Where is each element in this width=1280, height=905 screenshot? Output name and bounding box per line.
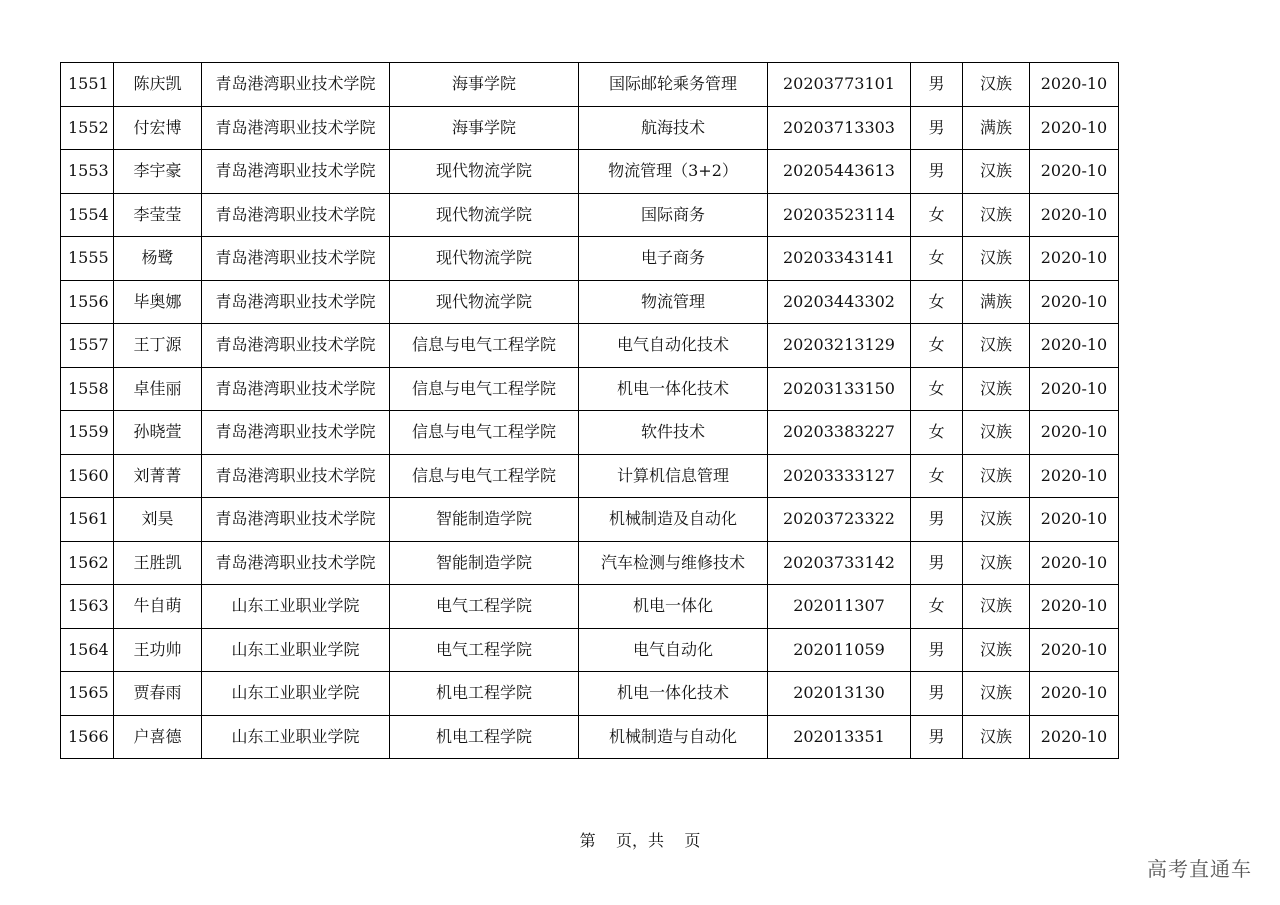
table-row [61, 150, 1119, 194]
cell-date: 2020-10 [1030, 193, 1119, 237]
cell-ethnicity: 汉族 [963, 672, 1030, 716]
cell-major: 汽车检测与维修技术 [579, 541, 768, 585]
cell-school: 山东工业职业学院 [202, 628, 390, 672]
cell-seq: 1555 [61, 237, 114, 281]
cell-date: 2020-10 [1030, 411, 1119, 455]
table-row [61, 411, 1119, 455]
cell-department: 现代物流学院 [390, 150, 579, 194]
cell-gender: 女 [911, 454, 963, 498]
cell-seq: 1564 [61, 628, 114, 672]
cell-student-id: 20203343141 [768, 237, 911, 281]
cell-major: 国际邮轮乘务管理 [579, 63, 768, 107]
cell-seq: 1563 [61, 585, 114, 629]
cell-school: 青岛港湾职业技术学院 [202, 193, 390, 237]
cell-gender: 男 [911, 628, 963, 672]
cell-name: 户喜德 [114, 715, 202, 759]
table-row [61, 324, 1119, 368]
cell-gender: 男 [911, 150, 963, 194]
cell-gender: 男 [911, 672, 963, 716]
table-row [61, 106, 1119, 150]
cell-department: 电气工程学院 [390, 628, 579, 672]
table-row [61, 193, 1119, 237]
cell-date: 2020-10 [1030, 715, 1119, 759]
cell-ethnicity: 汉族 [963, 193, 1030, 237]
cell-student-id: 20203443302 [768, 280, 911, 324]
cell-department: 信息与电气工程学院 [390, 324, 579, 368]
cell-seq: 1561 [61, 498, 114, 542]
cell-seq: 1552 [61, 106, 114, 150]
cell-seq: 1557 [61, 324, 114, 368]
cell-gender: 女 [911, 237, 963, 281]
cell-major: 软件技术 [579, 411, 768, 455]
table-row [61, 541, 1119, 585]
cell-gender: 女 [911, 585, 963, 629]
cell-date: 2020-10 [1030, 585, 1119, 629]
cell-school: 青岛港湾职业技术学院 [202, 498, 390, 542]
cell-gender: 男 [911, 498, 963, 542]
cell-department: 机电工程学院 [390, 715, 579, 759]
cell-department: 信息与电气工程学院 [390, 454, 579, 498]
cell-seq: 1560 [61, 454, 114, 498]
table-row [61, 280, 1119, 324]
cell-department: 现代物流学院 [390, 280, 579, 324]
cell-school: 青岛港湾职业技术学院 [202, 324, 390, 368]
cell-date: 2020-10 [1030, 150, 1119, 194]
cell-department: 电气工程学院 [390, 585, 579, 629]
cell-school: 青岛港湾职业技术学院 [202, 541, 390, 585]
cell-ethnicity: 汉族 [963, 237, 1030, 281]
cell-name: 杨鹭 [114, 237, 202, 281]
cell-student-id: 202013351 [768, 715, 911, 759]
cell-ethnicity: 满族 [963, 106, 1030, 150]
cell-seq: 1551 [61, 63, 114, 107]
cell-name: 卓佳丽 [114, 367, 202, 411]
cell-name: 牛自萌 [114, 585, 202, 629]
cell-ethnicity: 汉族 [963, 454, 1030, 498]
cell-department: 信息与电气工程学院 [390, 367, 579, 411]
cell-school: 山东工业职业学院 [202, 715, 390, 759]
table-row [61, 585, 1119, 629]
cell-name: 孙晓萱 [114, 411, 202, 455]
cell-name: 刘菁菁 [114, 454, 202, 498]
cell-ethnicity: 汉族 [963, 715, 1030, 759]
cell-gender: 女 [911, 280, 963, 324]
cell-gender: 男 [911, 541, 963, 585]
cell-ethnicity: 汉族 [963, 63, 1030, 107]
table-row [61, 63, 1119, 107]
cell-major: 电气自动化 [579, 628, 768, 672]
cell-ethnicity: 汉族 [963, 585, 1030, 629]
cell-department: 现代物流学院 [390, 193, 579, 237]
cell-major: 航海技术 [579, 106, 768, 150]
cell-seq: 1566 [61, 715, 114, 759]
cell-name: 李莹莹 [114, 193, 202, 237]
table-row [61, 498, 1119, 542]
cell-student-id: 20203333127 [768, 454, 911, 498]
cell-ethnicity: 汉族 [963, 150, 1030, 194]
cell-name: 王功帅 [114, 628, 202, 672]
cell-name: 王胜凯 [114, 541, 202, 585]
cell-major: 电子商务 [579, 237, 768, 281]
table-row [61, 628, 1119, 672]
cell-student-id: 202013130 [768, 672, 911, 716]
cell-date: 2020-10 [1030, 498, 1119, 542]
cell-school: 青岛港湾职业技术学院 [202, 280, 390, 324]
cell-major: 国际商务 [579, 193, 768, 237]
cell-major: 电气自动化技术 [579, 324, 768, 368]
cell-department: 现代物流学院 [390, 237, 579, 281]
cell-student-id: 20203773101 [768, 63, 911, 107]
cell-ethnicity: 满族 [963, 280, 1030, 324]
cell-school: 青岛港湾职业技术学院 [202, 63, 390, 107]
cell-student-id: 20205443613 [768, 150, 911, 194]
cell-name: 李宇豪 [114, 150, 202, 194]
cell-ethnicity: 汉族 [963, 541, 1030, 585]
page-number-footer: 第 页，共 页 [579, 831, 701, 850]
cell-major: 机械制造及自动化 [579, 498, 768, 542]
cell-major: 机电一体化技术 [579, 367, 768, 411]
cell-date: 2020-10 [1030, 63, 1119, 107]
cell-department: 智能制造学院 [390, 541, 579, 585]
cell-student-id: 20203213129 [768, 324, 911, 368]
cell-school: 山东工业职业学院 [202, 585, 390, 629]
cell-school: 青岛港湾职业技术学院 [202, 150, 390, 194]
cell-date: 2020-10 [1030, 324, 1119, 368]
cell-department: 机电工程学院 [390, 672, 579, 716]
cell-major: 机械制造与自动化 [579, 715, 768, 759]
cell-seq: 1558 [61, 367, 114, 411]
cell-student-id: 202011307 [768, 585, 911, 629]
cell-date: 2020-10 [1030, 280, 1119, 324]
table-row [61, 715, 1119, 759]
cell-department: 信息与电气工程学院 [390, 411, 579, 455]
cell-major: 物流管理 [579, 280, 768, 324]
cell-student-id: 20203523114 [768, 193, 911, 237]
cell-seq: 1565 [61, 672, 114, 716]
cell-gender: 男 [911, 106, 963, 150]
cell-name: 刘昊 [114, 498, 202, 542]
cell-ethnicity: 汉族 [963, 367, 1030, 411]
cell-ethnicity: 汉族 [963, 628, 1030, 672]
cell-date: 2020-10 [1030, 628, 1119, 672]
table-row [61, 454, 1119, 498]
cell-student-id: 20203723322 [768, 498, 911, 542]
cell-department: 海事学院 [390, 106, 579, 150]
cell-student-id: 20203733142 [768, 541, 911, 585]
cell-student-id: 20203383227 [768, 411, 911, 455]
cell-gender: 男 [911, 63, 963, 107]
cell-major: 计算机信息管理 [579, 454, 768, 498]
watermark-logo-text: 高考直通车 [1147, 857, 1252, 881]
cell-gender: 女 [911, 367, 963, 411]
cell-department: 智能制造学院 [390, 498, 579, 542]
student-record-table [60, 62, 1119, 759]
table-row [61, 237, 1119, 281]
cell-date: 2020-10 [1030, 672, 1119, 716]
cell-ethnicity: 汉族 [963, 324, 1030, 368]
cell-seq: 1559 [61, 411, 114, 455]
cell-seq: 1553 [61, 150, 114, 194]
cell-gender: 女 [911, 411, 963, 455]
cell-date: 2020-10 [1030, 541, 1119, 585]
cell-name: 付宏博 [114, 106, 202, 150]
cell-seq: 1554 [61, 193, 114, 237]
table-row [61, 367, 1119, 411]
cell-date: 2020-10 [1030, 367, 1119, 411]
cell-department: 海事学院 [390, 63, 579, 107]
cell-student-id: 202011059 [768, 628, 911, 672]
cell-name: 毕奥娜 [114, 280, 202, 324]
cell-student-id: 20203133150 [768, 367, 911, 411]
cell-date: 2020-10 [1030, 106, 1119, 150]
cell-name: 贾春雨 [114, 672, 202, 716]
cell-seq: 1556 [61, 280, 114, 324]
table-body [61, 63, 1119, 759]
cell-gender: 女 [911, 324, 963, 368]
cell-date: 2020-10 [1030, 237, 1119, 281]
cell-gender: 女 [911, 193, 963, 237]
cell-major: 机电一体化技术 [579, 672, 768, 716]
cell-school: 青岛港湾职业技术学院 [202, 367, 390, 411]
cell-school: 青岛港湾职业技术学院 [202, 106, 390, 150]
cell-school: 青岛港湾职业技术学院 [202, 454, 390, 498]
cell-major: 机电一体化 [579, 585, 768, 629]
cell-seq: 1562 [61, 541, 114, 585]
cell-student-id: 20203713303 [768, 106, 911, 150]
cell-major: 物流管理（3+2） [579, 150, 768, 194]
cell-school: 青岛港湾职业技术学院 [202, 411, 390, 455]
table-row [61, 672, 1119, 716]
cell-school: 山东工业职业学院 [202, 672, 390, 716]
cell-ethnicity: 汉族 [963, 411, 1030, 455]
cell-name: 王丁源 [114, 324, 202, 368]
cell-school: 青岛港湾职业技术学院 [202, 237, 390, 281]
cell-date: 2020-10 [1030, 454, 1119, 498]
cell-name: 陈庆凯 [114, 63, 202, 107]
cell-gender: 男 [911, 715, 963, 759]
cell-ethnicity: 汉族 [963, 498, 1030, 542]
